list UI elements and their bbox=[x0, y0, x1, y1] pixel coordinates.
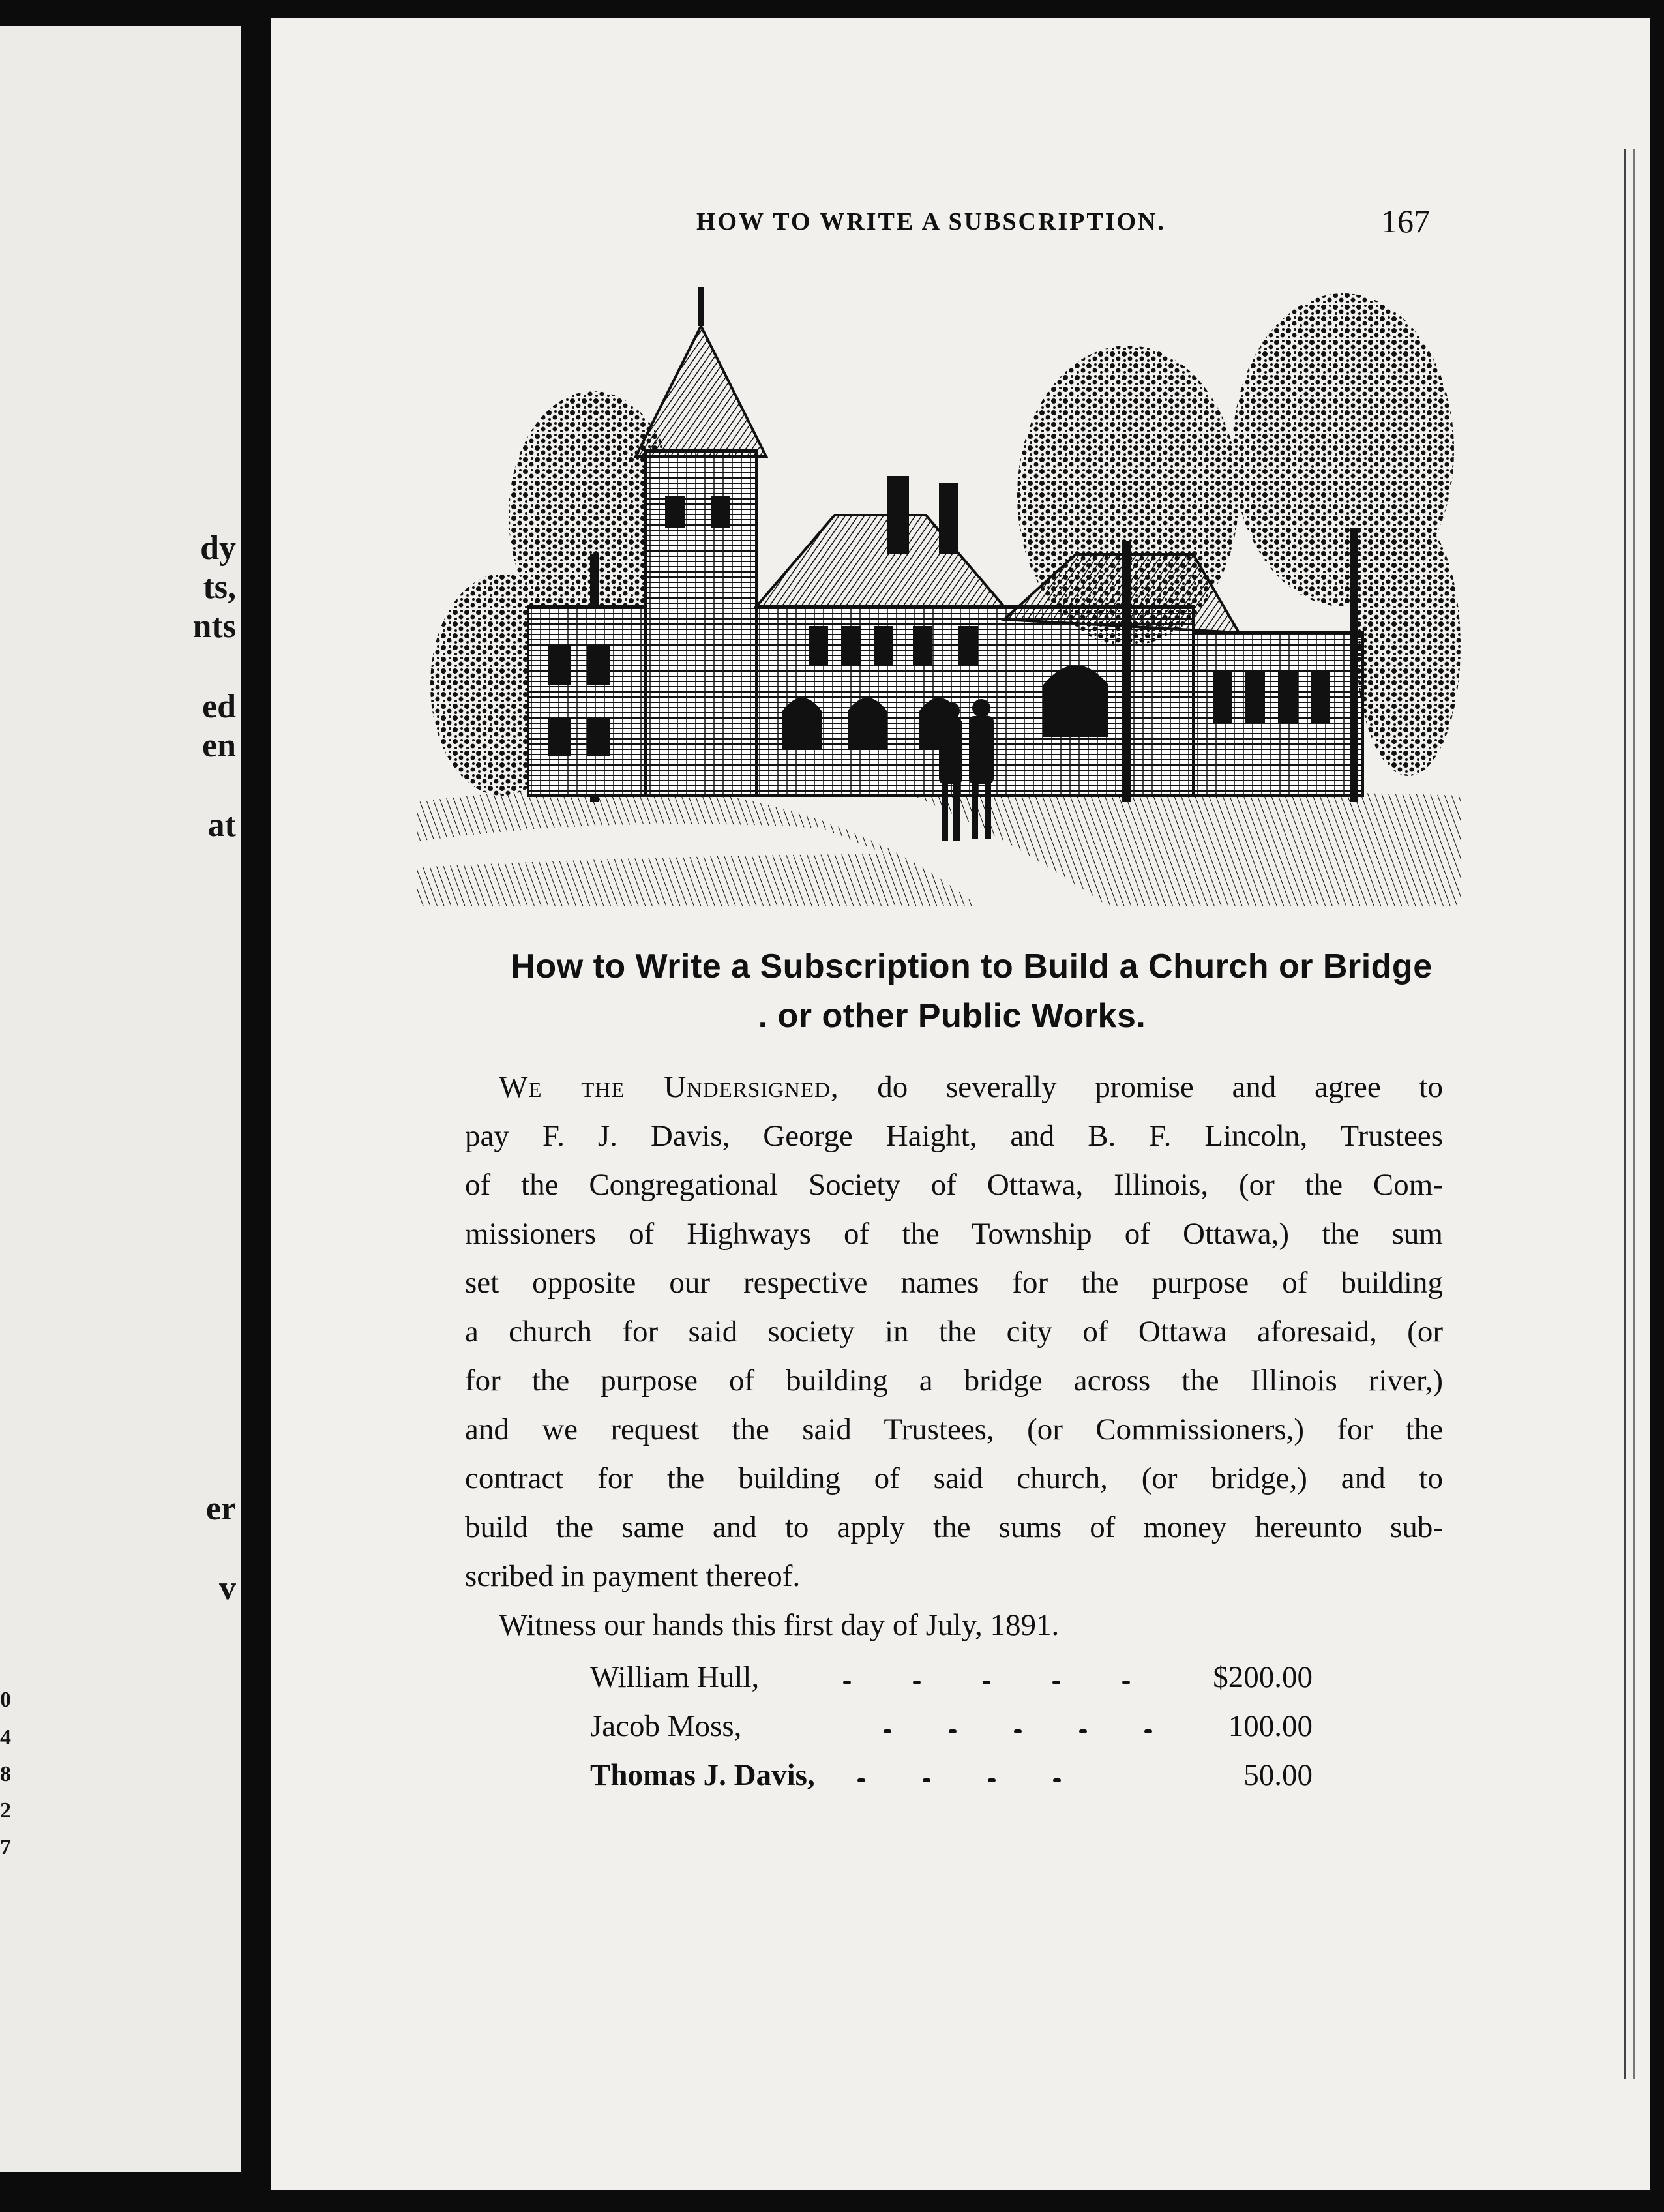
list-item bbox=[590, 1653, 1313, 1702]
paragraph-line: for the purpose of building a bridge across the Illinois river,) bbox=[465, 1364, 1443, 1397]
subscription-list bbox=[590, 1653, 1313, 1800]
paragraph-line: and we request the said Trustees, (or Commissioners,) for the bbox=[465, 1412, 1443, 1446]
paragraph-line: We the Undersigned, do severally promise and agree to bbox=[499, 1070, 1444, 1104]
paragraph-line: set opposite our respective names for the purpose of building bbox=[465, 1266, 1443, 1300]
left-page-number: 0 bbox=[0, 1688, 11, 1712]
page-edge-line bbox=[1633, 149, 1635, 2079]
paragraph-line: of the Congregational Society of Ottawa, Illinois, (or the Com- bbox=[465, 1168, 1443, 1202]
paragraph-line: pay F. J. Davis, George Haight, and B. F. Lincoln, Trustees bbox=[465, 1119, 1443, 1153]
left-page-text: ts, bbox=[203, 569, 236, 606]
running-head: HOW TO WRITE A SUBSCRIPTION. bbox=[696, 208, 1166, 235]
left-page-fragment bbox=[0, 26, 241, 2172]
paragraph-line: missioners of Highways of the Township of Ottawa,) the sum bbox=[465, 1217, 1443, 1251]
list-item bbox=[590, 1751, 1313, 1800]
leader-dots bbox=[838, 1702, 1163, 1751]
article-subtitle: . or other Public Works. bbox=[758, 997, 1146, 1035]
left-page-text: dy bbox=[200, 530, 236, 567]
subscription-amount: $200.00 bbox=[1213, 1660, 1313, 1694]
left-page-text: at bbox=[207, 807, 236, 844]
left-page-text: ed bbox=[202, 688, 236, 725]
left-page-text: en bbox=[202, 727, 236, 764]
left-page-number: 2 bbox=[0, 1799, 11, 1823]
opening-words: We the Undersigned, bbox=[499, 1070, 839, 1104]
left-page-text: er bbox=[205, 1490, 236, 1527]
subscription-amount: 50.00 bbox=[1243, 1758, 1313, 1792]
witness-line: Witness our hands this first day of July, 1891. bbox=[499, 1608, 1060, 1642]
list-item bbox=[590, 1702, 1313, 1751]
subscription-amount: 100.00 bbox=[1228, 1709, 1313, 1743]
left-page-number: 4 bbox=[0, 1726, 11, 1750]
paragraph-line: a church for said society in the city of Ottawa aforesaid, (or bbox=[465, 1315, 1443, 1349]
page-number: 167 bbox=[1381, 203, 1430, 239]
article-title: How to Write a Subscription to Build a Church or Bridge bbox=[511, 948, 1433, 985]
leader-dots bbox=[838, 1653, 1163, 1702]
leader-dots bbox=[838, 1751, 1163, 1800]
left-page-number: 7 bbox=[0, 1835, 11, 1859]
left-page-text: v bbox=[219, 1570, 236, 1607]
subscription-text bbox=[465, 1063, 1443, 1650]
paragraph-line: contract for the building of said church, (or bridge,) and to bbox=[465, 1461, 1443, 1495]
subscriber-name: Jacob Moss, bbox=[590, 1709, 742, 1743]
subscriber-name: William Hull, bbox=[590, 1660, 760, 1694]
page-edge-line bbox=[1624, 149, 1626, 2079]
church-building-engraving-icon bbox=[417, 280, 1461, 906]
paragraph-line: build the same and to apply the sums of money hereunto sub- bbox=[465, 1510, 1443, 1544]
subscriber-name: Thomas J. Davis, bbox=[590, 1758, 815, 1792]
left-page-number: 8 bbox=[0, 1762, 11, 1786]
left-page-text: nts bbox=[192, 608, 236, 645]
paragraph-line: scribed in payment thereof. bbox=[465, 1559, 801, 1593]
